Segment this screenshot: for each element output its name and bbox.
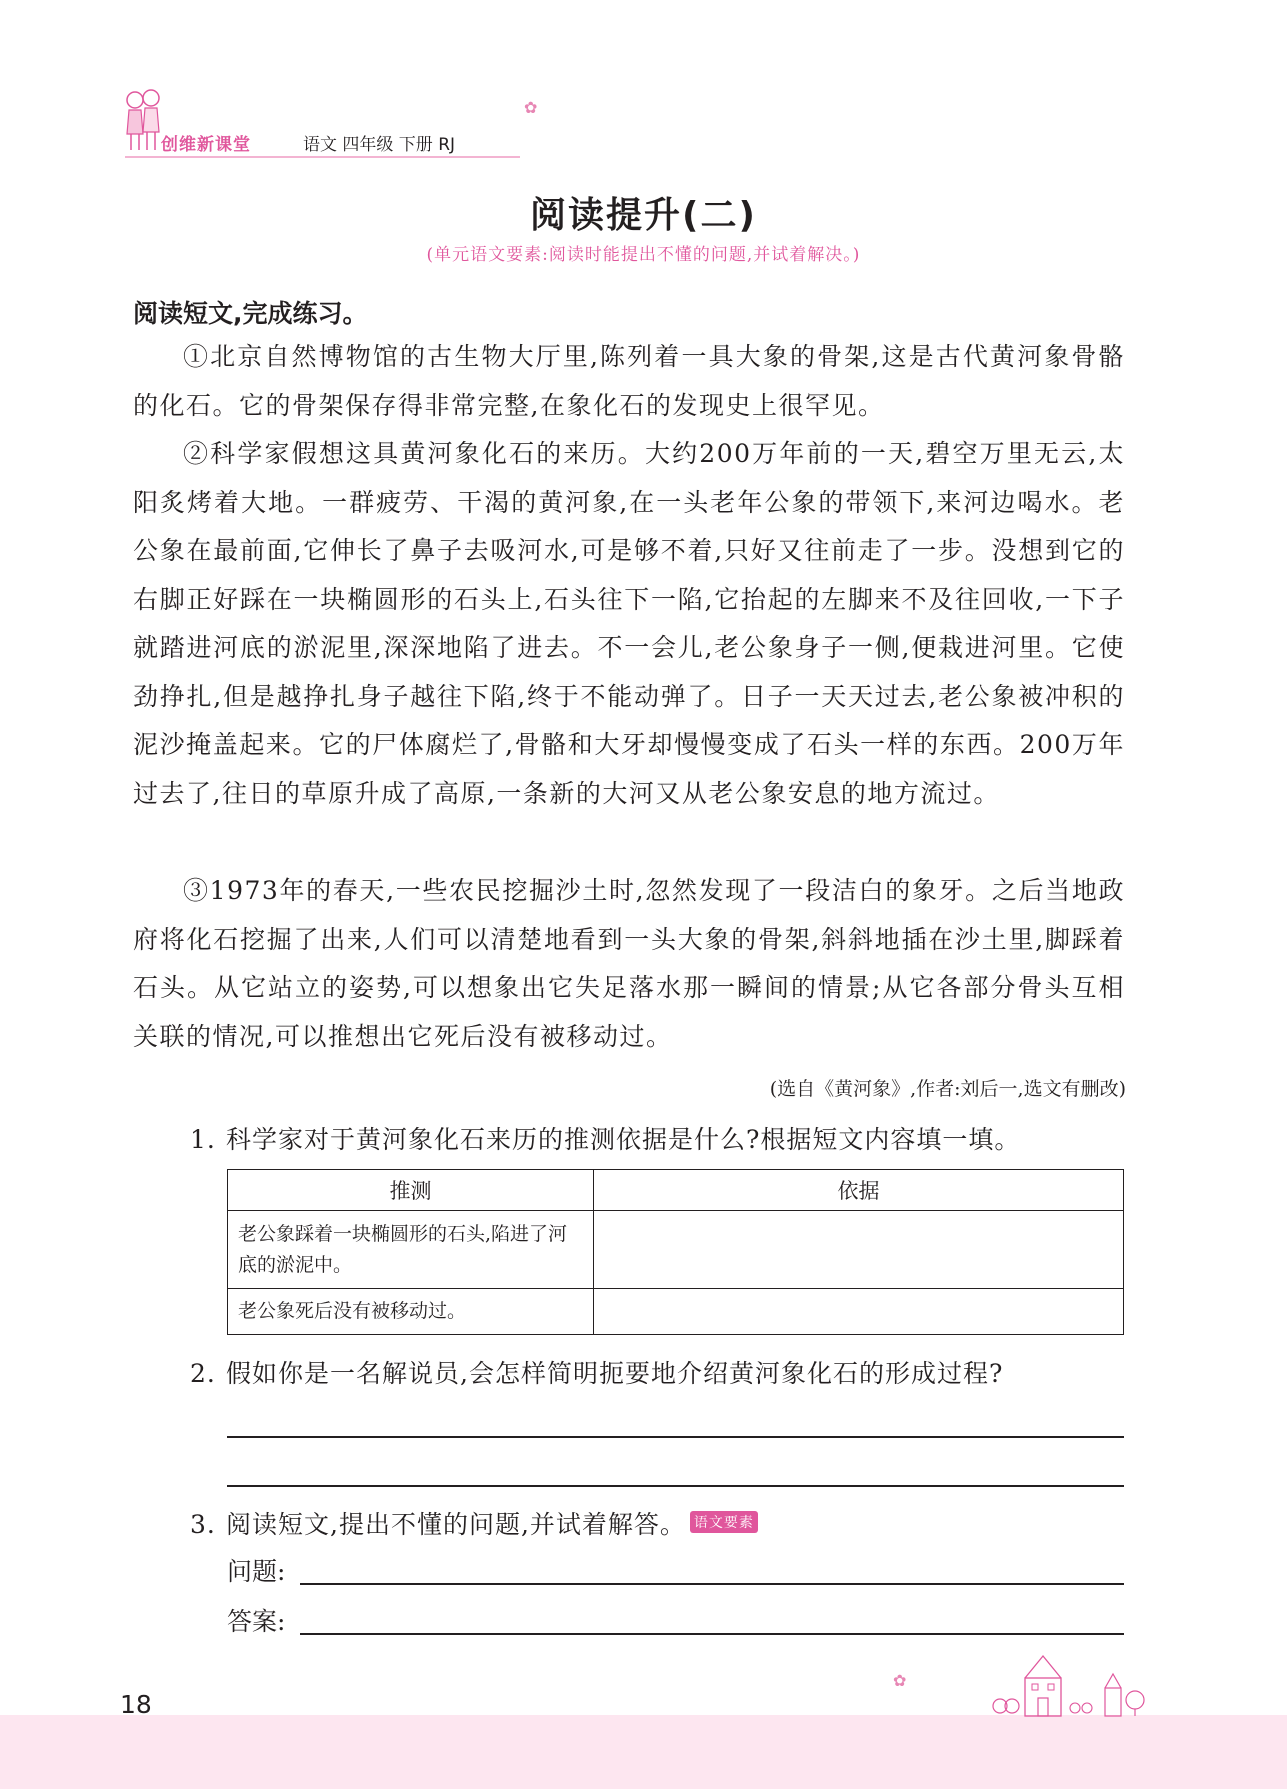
footer-band — [0, 1715, 1287, 1789]
column-header-guess: 推测 — [228, 1170, 594, 1211]
reading-instruction: 阅读短文,完成练习。 — [133, 299, 368, 328]
question-number: 3. — [190, 1510, 216, 1539]
answer-label: 答案: — [227, 1607, 286, 1636]
series-name: 创维新课堂 — [161, 135, 251, 155]
guess-cell: 老公象死后没有被移动过。 — [228, 1289, 594, 1335]
table-row — [228, 1211, 1124, 1289]
question-label: 问题: — [227, 1557, 286, 1586]
question-answer-line[interactable] — [300, 1583, 1124, 1585]
page-title: 阅读提升(二) — [530, 195, 757, 236]
answer-line[interactable] — [227, 1436, 1124, 1438]
flower-icon: ✿ — [893, 1671, 907, 1690]
castle-illustration-icon — [940, 1648, 1160, 1718]
requirement-tag: 语文要素 — [690, 1511, 758, 1533]
basis-answer-cell[interactable] — [594, 1211, 1124, 1289]
children-illustration-icon — [125, 86, 161, 156]
question-2 — [190, 1354, 1003, 1390]
basis-answer-cell[interactable] — [594, 1289, 1124, 1335]
paragraph-1: ①北京自然博物馆的古生物大厅里,陈列着一具大象的骨架,这是古代黄河象骨骼的化石。它的骨架保存得非常完整,在象化石的发现史上很罕见。 — [133, 342, 1125, 420]
question-3 — [190, 1505, 758, 1541]
question-text: 阅读短文,提出不懂的问题,并试着解答。 — [226, 1510, 686, 1539]
question-1 — [190, 1120, 1020, 1156]
paragraph-3: ③1973年的春天,一些农民挖掘沙土时,忽然发现了一段洁白的象牙。之后当地政府将化石挖掘了出来,人们可以清楚地看到一头大象的骨架,斜斜地插在沙土里,脚踩着石头。从它站立的姿势,可以想象出它失足落水那一瞬间的情景;从它各部分骨头互相关联的情况,可以推想出它死后没有被移动过。 — [133, 876, 1125, 1051]
question-text: 假如你是一名解说员,会怎样简明扼要地介绍黄河象化石的形成过程? — [226, 1359, 1004, 1388]
guess-cell: 老公象踩着一块椭圆形的石头,陷进了河底的淤泥中。 — [228, 1211, 594, 1289]
question-number: 1. — [190, 1125, 216, 1154]
inference-table — [227, 1169, 1124, 1335]
table-header-row — [228, 1170, 1124, 1211]
page-number: 18 — [120, 1690, 152, 1719]
question-number: 2. — [190, 1359, 216, 1388]
header-divider — [125, 156, 520, 158]
answer-answer-line[interactable] — [300, 1633, 1124, 1635]
flower-icon: ✿ — [524, 98, 538, 117]
subject-info: 语文 四年级 下册 RJ — [303, 135, 456, 155]
source-citation: (选自《黄河象》,作者:刘后一,选文有删改) — [769, 1078, 1126, 1100]
paragraph-2: ②科学家假想这具黄河象化石的来历。大约200万年前的一天,碧空万里无云,太阳炙烤着大地。一群疲劳、干渴的黄河象,在一头老年公象的带领下,来河边喝水。老公象在最前面,它伸长了鼻子去吸河水,可是够不着,只好又往前走了一步。没想到它的右脚正好踩在一块椭圆形的石头上,石头往下一陷,它抬起的左脚来不及往回收,一下子就踏进河底的淤泥里,深深地陷了进去。不一会儿,老公象身子一侧,便栽进河里。它使劲挣扎,但是越挣扎身子越往下陷,终于不能动弹了。日子一天天过去,老公象被冲积的泥沙掩盖起来。它的尸体腐烂了,骨骼和大牙却慢慢变成了石头一样的东西。200万年过去了,往日的草原升成了高原,一条新的大河又从老公象安息的地方流过。 — [133, 439, 1125, 808]
page-header — [125, 86, 525, 156]
column-header-basis: 依据 — [594, 1170, 1124, 1211]
unit-requirement: (单元语文要素:阅读时能提出不懂的问题,并试着解决。) — [426, 245, 861, 265]
answer-line[interactable] — [227, 1485, 1124, 1487]
table-row — [228, 1289, 1124, 1335]
question-text: 科学家对于黄河象化石来历的推测依据是什么?根据短文内容填一填。 — [226, 1125, 1021, 1154]
